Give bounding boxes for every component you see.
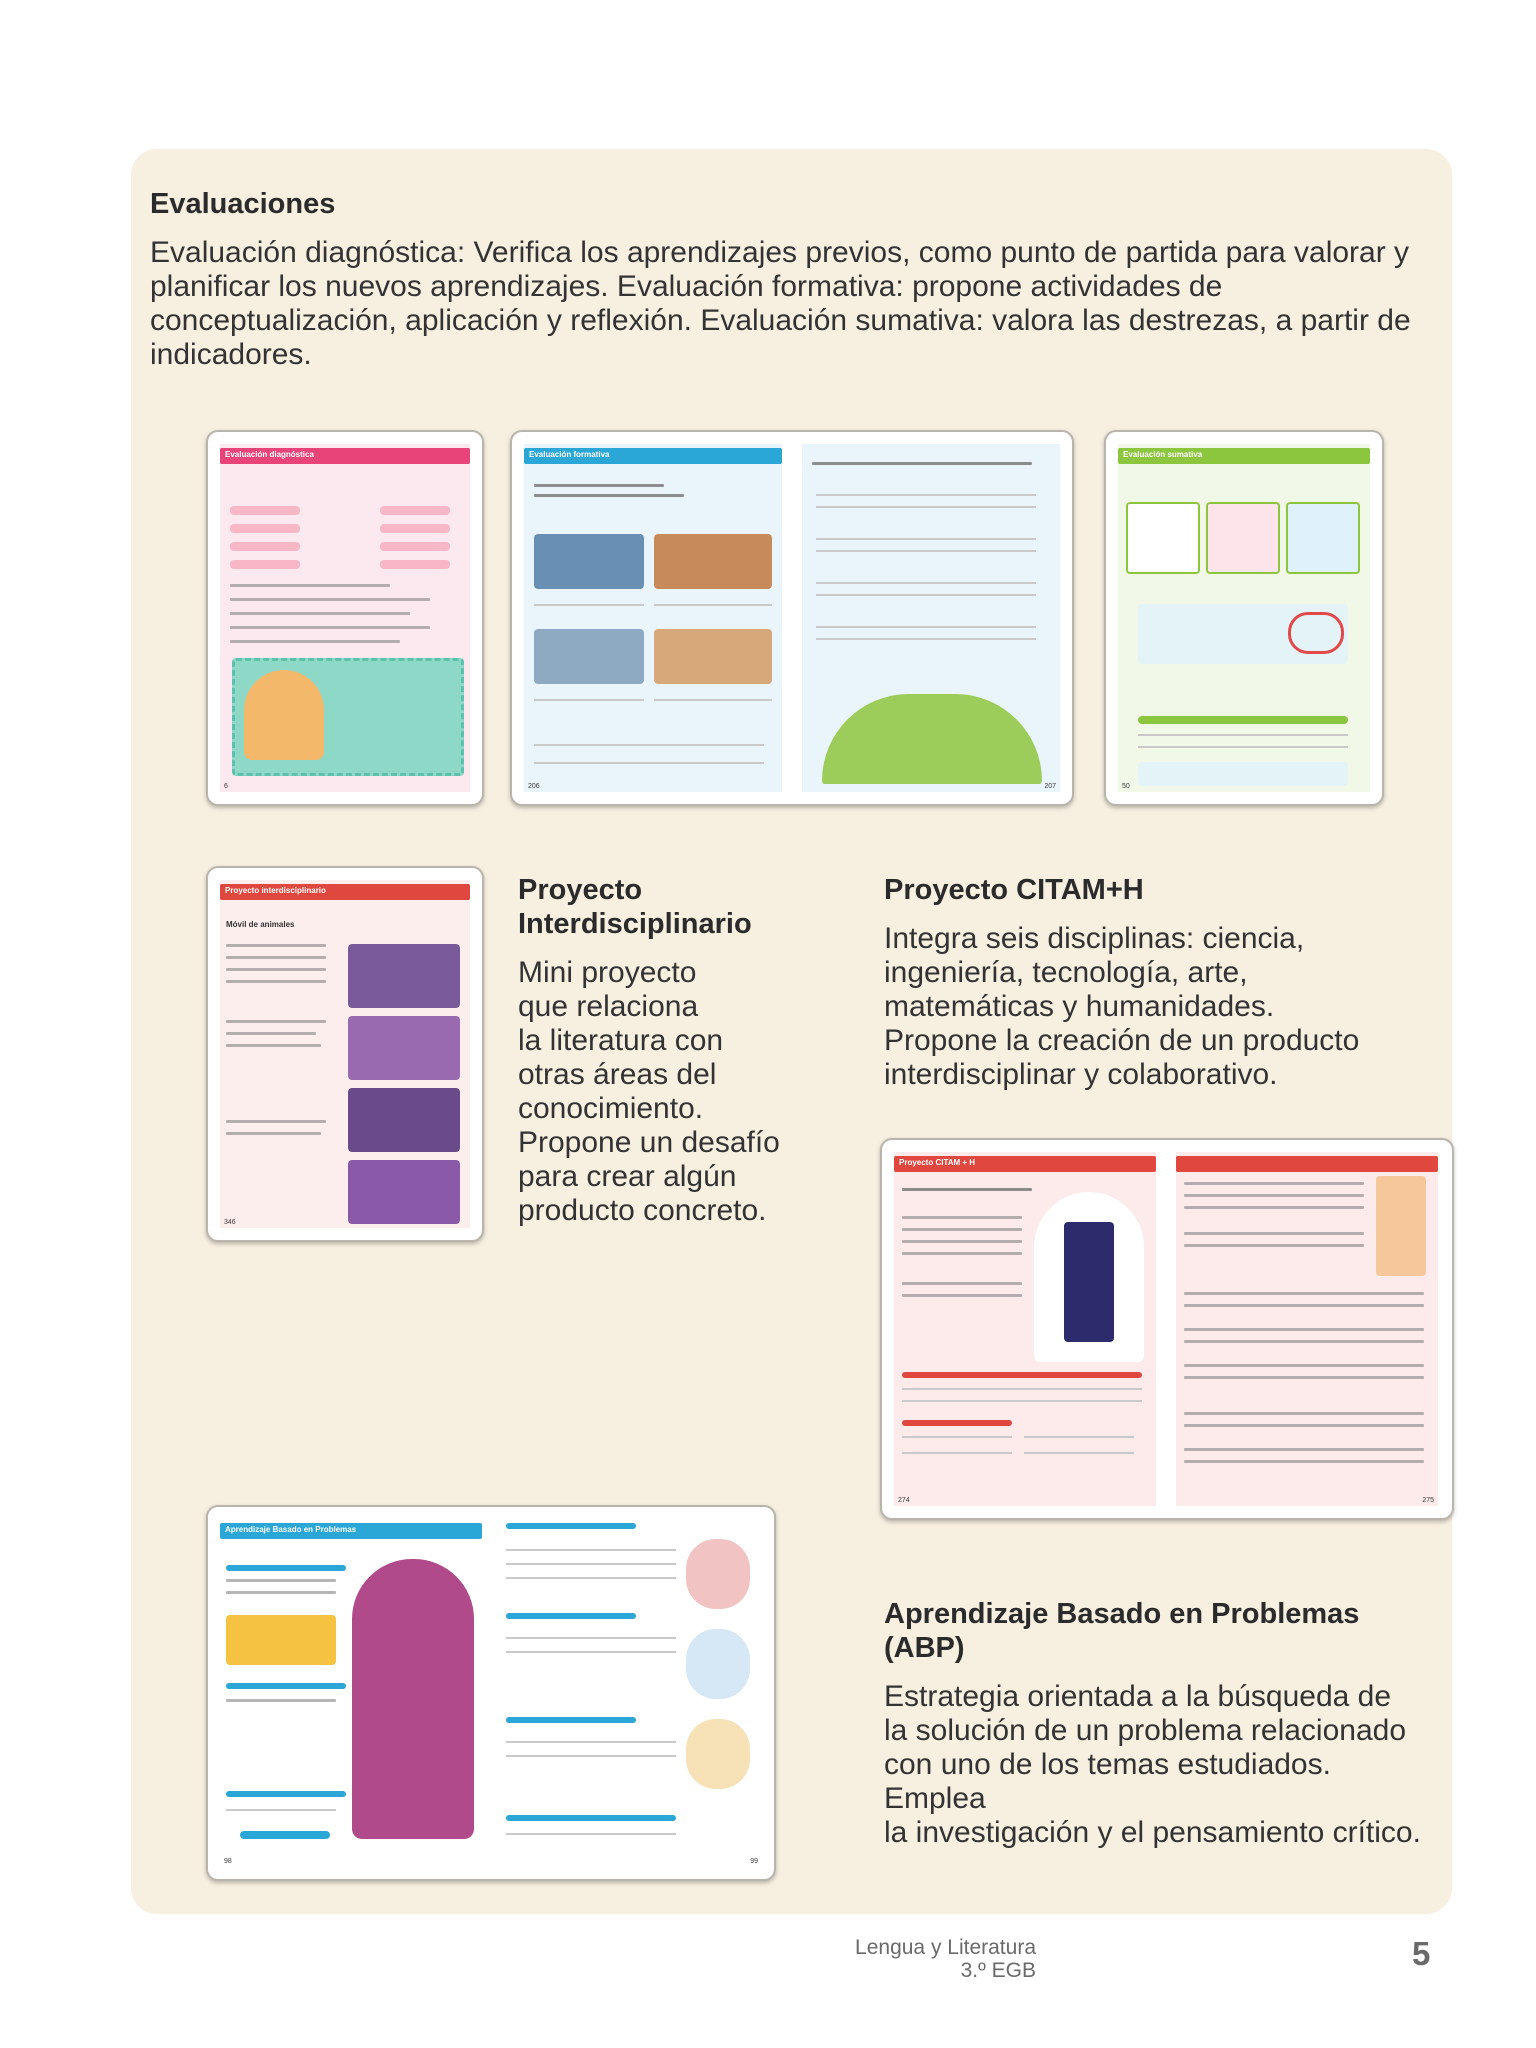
text-line bbox=[902, 1388, 1142, 1390]
text-line bbox=[902, 1216, 1022, 1219]
answer-line bbox=[534, 744, 764, 746]
answer-line bbox=[816, 506, 1036, 508]
illustration-bear bbox=[244, 670, 324, 760]
text-line: interdisciplinar y colaborativo. bbox=[884, 1058, 1278, 1091]
text-line: la investigación y el pensamiento crítico. bbox=[884, 1816, 1421, 1849]
section-bar bbox=[506, 1613, 636, 1619]
text-line: Propone la creación de un producto bbox=[884, 1024, 1360, 1057]
page-header-text: Proyecto interdisciplinario bbox=[225, 886, 326, 895]
page-right bbox=[1176, 1152, 1438, 1506]
text-line bbox=[226, 956, 326, 959]
text-line bbox=[902, 1282, 1022, 1285]
section-bar bbox=[1176, 1156, 1438, 1172]
text-line bbox=[1184, 1232, 1364, 1235]
illustration-children bbox=[822, 694, 1042, 784]
blue-button bbox=[240, 1831, 330, 1839]
photo-3 bbox=[534, 629, 644, 684]
page-number-left: 274 bbox=[898, 1497, 910, 1504]
section-bar bbox=[506, 1717, 636, 1723]
page-number: 6 bbox=[224, 783, 228, 790]
answer-line bbox=[506, 1563, 676, 1565]
text-line bbox=[226, 1032, 316, 1035]
photo-2 bbox=[654, 534, 772, 589]
answer-line bbox=[506, 1651, 676, 1653]
text-line: Estrategia orientada a la búsqueda de bbox=[884, 1680, 1392, 1713]
proyecto-citam-text bbox=[884, 922, 1444, 1092]
step-photo-1 bbox=[348, 944, 460, 1008]
section-bar bbox=[506, 1523, 636, 1529]
text-line: la solución de un problema relacionado bbox=[884, 1714, 1407, 1747]
text-line bbox=[1184, 1182, 1364, 1185]
section-bar bbox=[226, 1791, 346, 1797]
poster-3 bbox=[1286, 502, 1360, 574]
text-line: para crear algún bbox=[518, 1160, 737, 1193]
photo-4 bbox=[654, 629, 772, 684]
text-line bbox=[1184, 1328, 1424, 1331]
text-line bbox=[1184, 1460, 1424, 1463]
text-line bbox=[534, 484, 664, 487]
page-number-right: 275 bbox=[1422, 1497, 1434, 1504]
text-line: Integra seis disciplinas: ciencia, bbox=[884, 922, 1305, 955]
text-line: que relaciona bbox=[518, 990, 699, 1023]
answer-line bbox=[506, 1549, 676, 1551]
page-left bbox=[220, 1519, 482, 1867]
kids-illustration bbox=[1376, 1176, 1426, 1276]
poster-1 bbox=[1126, 502, 1200, 574]
answer-line bbox=[816, 538, 1036, 540]
step-photo-3 bbox=[348, 1088, 460, 1152]
proyecto-interdisciplinario-text bbox=[518, 956, 808, 1228]
page-number-right: 99 bbox=[750, 1858, 758, 1865]
answer-box bbox=[230, 524, 300, 533]
page bbox=[1118, 444, 1370, 792]
text-line bbox=[230, 598, 430, 601]
text-line bbox=[902, 1294, 1022, 1297]
page-header-text: Evaluación diagnóstica bbox=[225, 450, 314, 459]
answer-line bbox=[534, 762, 764, 764]
footer-grade: 3.º EGB bbox=[960, 1959, 1036, 1982]
answer-line bbox=[506, 1755, 676, 1757]
text-line bbox=[1184, 1244, 1364, 1247]
page-left bbox=[524, 444, 782, 792]
page-number: 346 bbox=[224, 1219, 236, 1226]
objectives-bar bbox=[902, 1372, 1142, 1378]
text-line: Emplea bbox=[884, 1782, 986, 1815]
text-line bbox=[230, 640, 400, 643]
text-line bbox=[1184, 1448, 1424, 1451]
page bbox=[220, 444, 470, 792]
text-line bbox=[1184, 1376, 1424, 1379]
evaluaciones-text: Evaluación diagnóstica: Verifica los aprendizajes previos, como punto de partida para valorar y planificar los nuevos aprendizajes. Evaluación formativa: propone actividades de conceptualización, aplicación y reflexión. Evaluación sumativa: valora las destrezas, a partir de indicadores. bbox=[150, 236, 1411, 371]
answer-line bbox=[1138, 734, 1348, 736]
text-line bbox=[230, 584, 390, 587]
text-line bbox=[902, 1228, 1022, 1231]
text-line bbox=[1184, 1292, 1424, 1295]
section-bar bbox=[506, 1815, 676, 1821]
text-line bbox=[812, 462, 1032, 465]
footer-label bbox=[855, 1936, 1036, 1982]
table-header bbox=[1138, 716, 1348, 724]
answer-line bbox=[534, 699, 644, 701]
footer-subject: Lengua y Literatura bbox=[855, 1936, 1036, 1959]
text-line bbox=[1184, 1194, 1364, 1197]
text-line: ingeniería, tecnología, arte, bbox=[884, 956, 1248, 989]
answer-line bbox=[506, 1741, 676, 1743]
text-line bbox=[226, 1591, 336, 1594]
text-line: conocimiento. bbox=[518, 1092, 704, 1125]
abp-title-1: Aprendizaje Basado en Problemas bbox=[884, 1598, 1360, 1630]
page-header-text: Aprendizaje Basado en Problemas bbox=[225, 1525, 357, 1534]
kids-illustration-1 bbox=[686, 1539, 750, 1609]
answer-box bbox=[230, 560, 300, 569]
answer-line bbox=[654, 604, 772, 606]
thumb-evaluacion-sumativa bbox=[1104, 430, 1384, 806]
step-photo-2 bbox=[348, 1016, 460, 1080]
text-line bbox=[902, 1436, 1012, 1438]
answer-line bbox=[816, 594, 1036, 596]
page-number-left: 206 bbox=[528, 783, 540, 790]
answer-line bbox=[816, 626, 1036, 628]
answer-box bbox=[380, 542, 450, 551]
text-line bbox=[226, 1699, 336, 1702]
text-line bbox=[226, 1044, 321, 1047]
text-line bbox=[226, 1120, 326, 1123]
abp-text bbox=[884, 1680, 1444, 1850]
answer-line bbox=[506, 1577, 676, 1579]
answer-box bbox=[380, 560, 450, 569]
text-line: con uno de los temas estudiados. bbox=[884, 1748, 1331, 1781]
text-line bbox=[226, 968, 326, 971]
text-line bbox=[226, 1579, 336, 1582]
poster-2 bbox=[1206, 502, 1280, 574]
text-line bbox=[226, 1020, 326, 1023]
text-line: producto concreto. bbox=[518, 1194, 767, 1227]
text-line bbox=[1024, 1436, 1134, 1438]
page-number-right: 207 bbox=[1044, 783, 1056, 790]
proyecto-citam-title: Proyecto CITAM+H bbox=[884, 874, 1144, 906]
text-line: la literatura con bbox=[518, 1024, 724, 1057]
page-number: 5 bbox=[1412, 1935, 1431, 1972]
text-line bbox=[534, 494, 684, 497]
page-number-left: 98 bbox=[224, 1858, 232, 1865]
text-line: Propone un desafío bbox=[518, 1126, 780, 1159]
answer-box bbox=[380, 506, 450, 515]
synonyms-box bbox=[1138, 762, 1348, 786]
thumb-abp bbox=[206, 1505, 776, 1881]
page bbox=[220, 880, 470, 1228]
photo-1 bbox=[534, 534, 644, 589]
answer-line bbox=[816, 550, 1036, 552]
text-line bbox=[902, 1452, 1012, 1454]
thumb-evaluacion-diagnostica bbox=[206, 430, 484, 806]
text-line bbox=[230, 626, 430, 629]
answer-line bbox=[226, 1809, 336, 1811]
page-header-text: Evaluación formativa bbox=[529, 450, 610, 459]
problem-box bbox=[226, 1615, 336, 1665]
answer-line bbox=[506, 1833, 676, 1835]
page-right bbox=[500, 1519, 762, 1867]
text-line bbox=[1184, 1340, 1424, 1343]
answer-line bbox=[816, 582, 1036, 584]
answer-line bbox=[816, 494, 1036, 496]
text-line: Mini proyecto bbox=[518, 956, 697, 989]
section-bar bbox=[226, 1565, 346, 1571]
hypothesis-bar bbox=[902, 1420, 1012, 1426]
text-line bbox=[902, 1240, 1022, 1243]
section-bar bbox=[226, 1683, 346, 1689]
answer-line bbox=[534, 604, 644, 606]
answer-box bbox=[380, 524, 450, 533]
page-header-text: Proyecto CITAM + H bbox=[899, 1158, 976, 1167]
text-line bbox=[902, 1188, 1032, 1191]
text-line bbox=[1184, 1206, 1364, 1209]
text-line bbox=[226, 944, 326, 947]
thumb-proyecto-interdisciplinario bbox=[206, 866, 484, 1242]
thumb-proyecto-citam bbox=[880, 1138, 1454, 1520]
text-line bbox=[1184, 1304, 1424, 1307]
text-line bbox=[230, 612, 410, 615]
kids-illustration-2 bbox=[686, 1629, 750, 1699]
text-line bbox=[1184, 1424, 1424, 1427]
answer-line bbox=[654, 699, 772, 701]
page-number: 50 bbox=[1122, 783, 1130, 790]
page-header-text: Evaluación sumativa bbox=[1123, 450, 1203, 459]
text-line bbox=[226, 1132, 321, 1135]
proyecto-interdisciplinario-title-1: Proyecto bbox=[518, 874, 643, 906]
page-right bbox=[802, 444, 1060, 792]
text-line: matemáticas y humanidades. bbox=[884, 990, 1275, 1023]
text-line bbox=[1184, 1412, 1424, 1415]
proyecto-interdisciplinario-title-2: Interdisciplinario bbox=[518, 908, 752, 940]
text-line bbox=[1184, 1364, 1424, 1367]
abp-title-2: (ABP) bbox=[884, 1632, 965, 1664]
superhero-cape bbox=[1064, 1222, 1114, 1342]
text-line: otras áreas del bbox=[518, 1058, 717, 1091]
evaluaciones-title: Evaluaciones bbox=[150, 188, 336, 220]
text-line bbox=[902, 1400, 1142, 1402]
text-line bbox=[1024, 1452, 1134, 1454]
page-left bbox=[894, 1152, 1156, 1506]
answer-line bbox=[816, 638, 1036, 640]
page-subtitle: Móvil de animales bbox=[226, 920, 295, 929]
answer-line bbox=[506, 1637, 676, 1639]
bicycle-icon bbox=[1288, 612, 1344, 654]
story-illustration bbox=[352, 1559, 474, 1839]
answer-box bbox=[230, 542, 300, 551]
answer-box bbox=[230, 506, 300, 515]
thumb-evaluacion-formativa bbox=[510, 430, 1074, 806]
text-line bbox=[902, 1252, 1022, 1255]
text-line bbox=[226, 980, 326, 983]
answer-line bbox=[1138, 746, 1348, 748]
step-photo-4 bbox=[348, 1160, 460, 1224]
kids-illustration-3 bbox=[686, 1719, 750, 1789]
